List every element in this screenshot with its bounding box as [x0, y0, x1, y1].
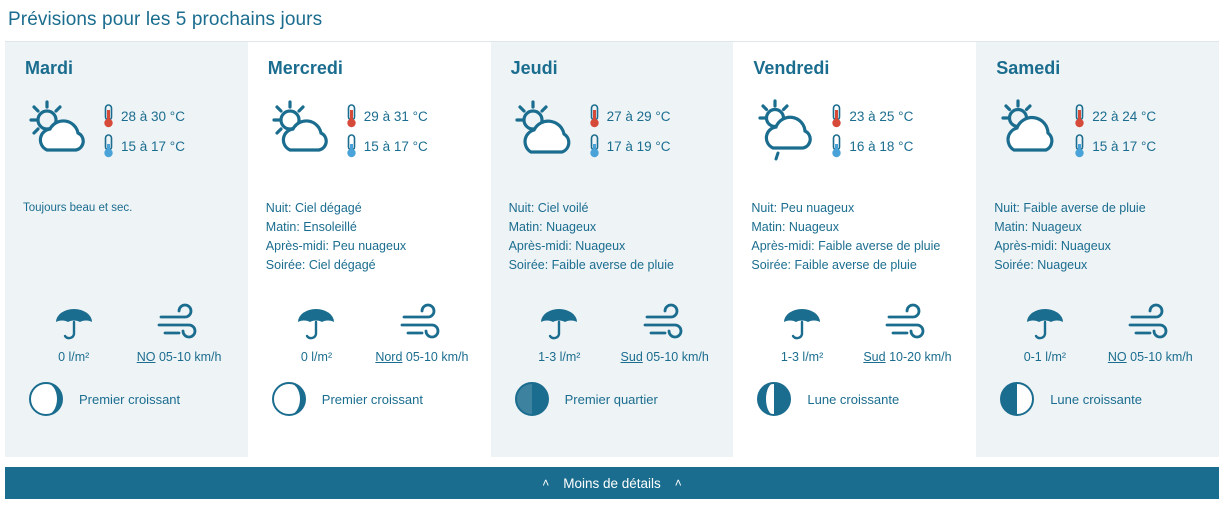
day-conditions	[264, 85, 475, 177]
temp-high-value: 23 à 25 °C	[849, 108, 914, 124]
wind-cell	[126, 301, 231, 364]
temp-high-value: 22 à 24 °C	[1092, 108, 1157, 124]
period-morning: Matin: Nuageux	[994, 220, 1082, 234]
wind-value	[369, 350, 474, 364]
precipitation-cell	[21, 301, 126, 364]
temp-high-value: 28 à 30 °C	[121, 108, 185, 124]
temp-low-value: 16 à 18 °C	[849, 138, 914, 154]
day-periods	[749, 199, 960, 295]
precipitation-value: 0-1 l/m²	[1023, 350, 1067, 364]
day-conditions	[21, 85, 232, 177]
sun-behind-cloud-icon	[992, 94, 1070, 168]
day-summary: Toujours beau et sec.	[23, 202, 133, 214]
temp-high-value: 27 à 29 °C	[606, 108, 671, 124]
precipitation-value: 1-3 l/m²	[780, 350, 824, 364]
temp-high-row	[587, 101, 671, 131]
moon-phase-label: Premier croissant	[79, 391, 181, 407]
moon-phase-icon	[272, 382, 306, 416]
thermometer-cold-icon	[829, 133, 844, 159]
temperature-group	[587, 101, 671, 161]
thermometer-hot-icon	[344, 103, 359, 129]
sun-behind-cloud-rain-icon	[749, 94, 827, 168]
temp-low-row	[101, 131, 185, 161]
day-conditions	[507, 85, 718, 177]
period-evening: Soirée: Faible averse de pluie	[751, 258, 917, 272]
wind-icon	[855, 301, 960, 343]
toggle-details-label: Moins de détails	[563, 475, 661, 491]
umbrella-icon	[749, 301, 854, 343]
wind-speed: 05-10 km/h	[646, 350, 709, 364]
period-evening: Soirée: Nuageux	[994, 258, 1088, 272]
period-night: Nuit: Ciel dégagé	[265, 201, 362, 215]
wind-value	[612, 350, 717, 364]
moon-row	[507, 382, 718, 416]
temp-high-row	[1072, 101, 1156, 131]
sun-behind-cloud-icon	[264, 94, 342, 168]
moon-row	[264, 382, 475, 416]
thermometer-cold-icon	[344, 133, 359, 159]
toggle-details-button[interactable]	[5, 467, 1219, 499]
moon-phase-label: Lune croissante	[1050, 391, 1142, 407]
moon-phase-icon	[757, 382, 791, 416]
temperature-group	[829, 101, 913, 161]
wind-direction: NO	[1107, 350, 1127, 364]
wind-cell	[369, 301, 474, 364]
forecast-day-card	[248, 42, 491, 457]
wind-cell	[855, 301, 960, 364]
period-morning: Matin: Nuageux	[508, 220, 597, 234]
precip-wind-row	[264, 301, 475, 364]
day-name: Mardi	[25, 58, 74, 78]
wind-value	[855, 350, 960, 364]
moon-row	[749, 382, 960, 416]
precipitation-cell	[507, 301, 612, 364]
moon-phase-label: Premier quartier	[564, 391, 658, 407]
temp-high-row	[101, 101, 185, 131]
moon-phase-label: Premier croissant	[321, 391, 423, 407]
period-morning: Matin: Ensoleillé	[265, 220, 357, 234]
period-afternoon: Après-midi: Faible averse de pluie	[751, 239, 941, 253]
precip-wind-row	[749, 301, 960, 364]
wind-value	[1098, 350, 1203, 364]
wind-cell	[612, 301, 717, 364]
wind-direction: NO	[136, 350, 156, 364]
period-afternoon: Après-midi: Nuageux	[994, 239, 1111, 253]
period-morning: Matin: Nuageux	[751, 220, 839, 234]
moon-row	[21, 382, 232, 416]
precipitation-cell	[264, 301, 369, 364]
forecast-day-card	[733, 42, 976, 457]
day-periods	[21, 199, 232, 295]
day-periods	[992, 199, 1203, 295]
day-periods	[264, 199, 475, 295]
wind-icon	[1098, 301, 1203, 343]
umbrella-icon	[264, 301, 369, 343]
moon-phase-label: Lune croissante	[807, 391, 900, 407]
period-night: Nuit: Faible averse de pluie	[994, 201, 1146, 215]
moon-phase-icon	[29, 382, 63, 416]
wind-value	[126, 350, 231, 364]
temperature-group	[1072, 101, 1156, 161]
moon-row	[992, 382, 1203, 416]
day-name: Jeudi	[510, 58, 558, 78]
temperature-group	[344, 101, 428, 161]
wind-direction: Sud	[863, 350, 886, 364]
wind-speed: 10-20 km/h	[889, 350, 952, 364]
umbrella-icon	[21, 301, 126, 343]
wind-icon	[612, 301, 717, 343]
day-conditions	[749, 85, 960, 177]
thermometer-cold-icon	[101, 133, 116, 159]
temp-low-value: 17 à 19 °C	[606, 138, 671, 154]
precipitation-value: 0 l/m²	[58, 350, 90, 364]
period-afternoon: Après-midi: Peu nuageux	[265, 239, 407, 253]
chevron-up-icon-right: ˄	[674, 476, 682, 490]
thermometer-hot-icon	[1072, 103, 1087, 129]
precipitation-cell	[992, 301, 1097, 364]
day-periods	[507, 199, 718, 295]
forecast-day-card	[491, 42, 734, 457]
wind-speed: 05-10 km/h	[405, 350, 469, 364]
thermometer-cold-icon	[587, 133, 602, 159]
temp-high-row	[344, 101, 428, 131]
precip-wind-row	[21, 301, 232, 364]
wind-icon	[369, 301, 474, 343]
wind-direction: Nord	[375, 350, 403, 364]
temp-low-row	[344, 131, 428, 161]
moon-phase-icon	[515, 382, 549, 416]
period-evening: Soirée: Faible averse de pluie	[508, 258, 674, 272]
precipitation-cell	[749, 301, 854, 364]
temp-high-row	[829, 101, 913, 131]
period-night: Nuit: Peu nuageux	[751, 201, 855, 215]
wind-cell	[1098, 301, 1203, 364]
period-evening: Soirée: Ciel dégagé	[265, 258, 376, 272]
wind-icon	[126, 301, 231, 343]
wind-speed: 05-10 km/h	[1130, 350, 1193, 364]
moon-phase-icon	[1000, 382, 1034, 416]
temp-low-row	[1072, 131, 1156, 161]
precipitation-value: 1-3 l/m²	[538, 350, 581, 364]
forecast-days-strip	[5, 41, 1219, 457]
umbrella-icon	[992, 301, 1097, 343]
period-night: Nuit: Ciel voilé	[508, 201, 589, 215]
forecast-day-card	[5, 42, 248, 457]
day-name: Samedi	[996, 58, 1061, 78]
temperature-group	[101, 101, 185, 161]
day-name: Mercredi	[267, 58, 343, 78]
sun-behind-cloud-icon	[507, 94, 585, 168]
thermometer-hot-icon	[829, 103, 844, 129]
day-conditions	[992, 85, 1203, 177]
chevron-up-icon-left: ˄	[542, 476, 550, 490]
temp-high-value: 29 à 31 °C	[363, 108, 428, 124]
sun-behind-cloud-icon	[21, 94, 99, 168]
temp-low-value: 15 à 17 °C	[363, 138, 428, 154]
page-title: Prévisions pour les 5 prochains jours	[8, 9, 323, 30]
precipitation-value: 0 l/m²	[300, 350, 333, 364]
day-name: Vendredi	[753, 58, 830, 78]
umbrella-icon	[507, 301, 612, 343]
wind-speed: 05-10 km/h	[158, 350, 222, 364]
temp-low-row	[587, 131, 671, 161]
thermometer-hot-icon	[587, 103, 602, 129]
forecast-day-card	[976, 42, 1219, 457]
period-afternoon: Après-midi: Nuageux	[508, 239, 626, 253]
temp-low-value: 15 à 17 °C	[121, 138, 185, 154]
wind-direction: Sud	[620, 350, 643, 364]
temp-low-row	[829, 131, 913, 161]
temp-low-value: 15 à 17 °C	[1092, 138, 1157, 154]
thermometer-cold-icon	[1072, 133, 1087, 159]
precip-wind-row	[507, 301, 718, 364]
thermometer-hot-icon	[101, 103, 116, 129]
precip-wind-row	[992, 301, 1203, 364]
